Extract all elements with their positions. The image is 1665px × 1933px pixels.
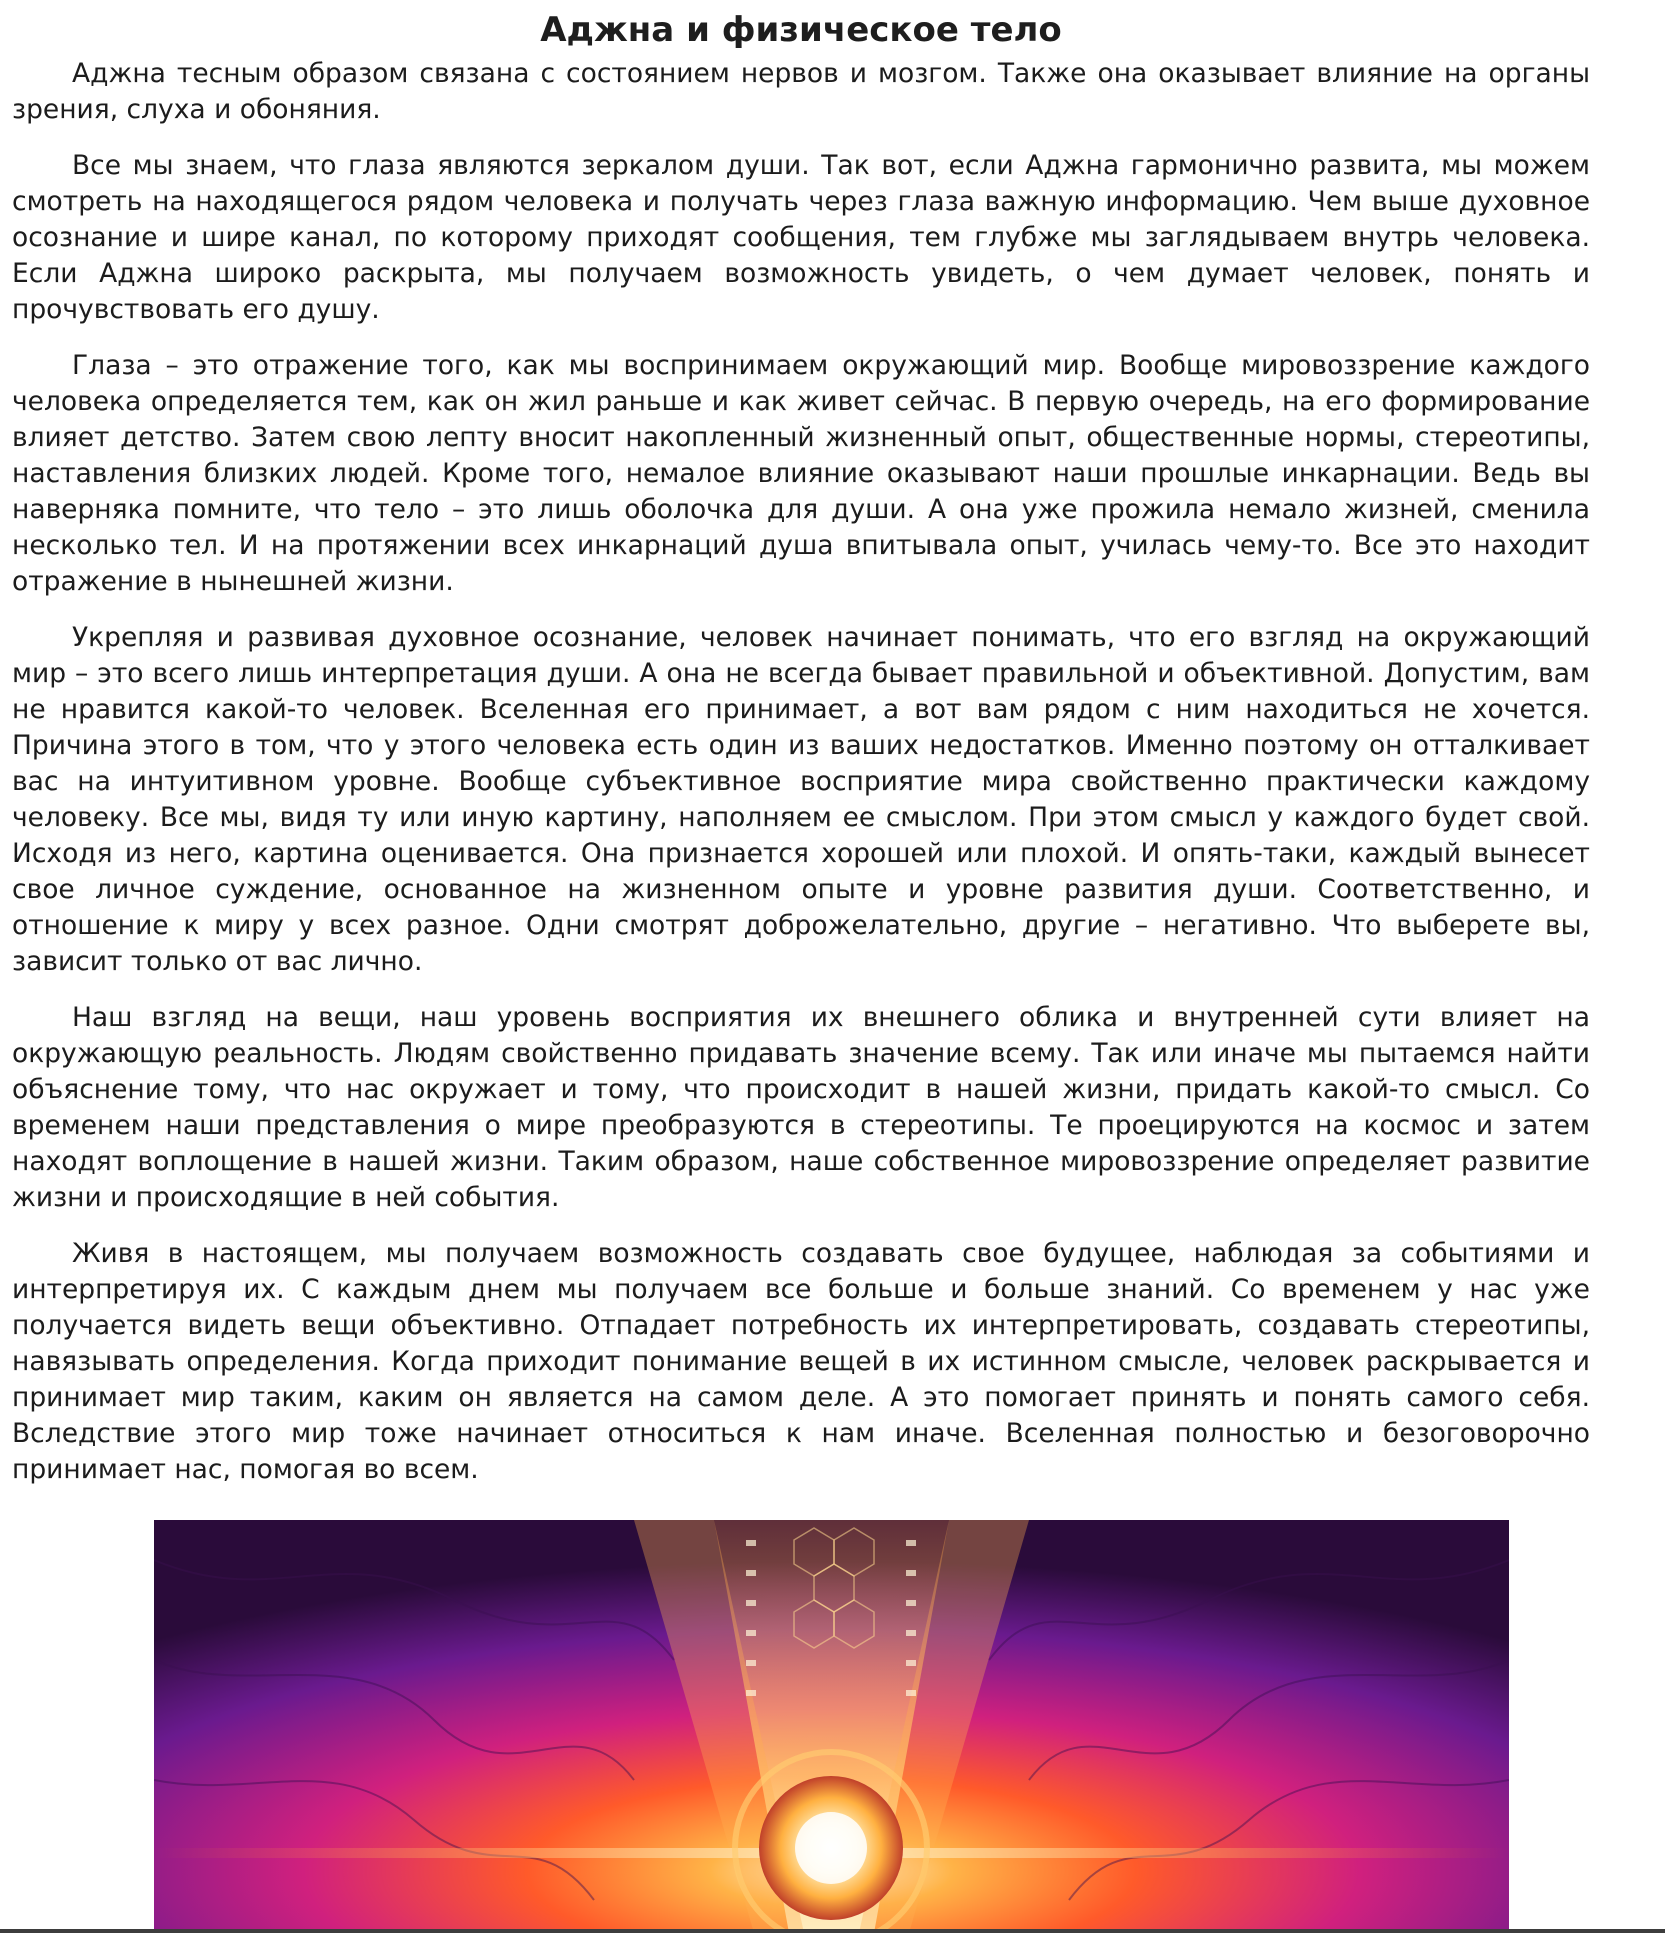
article-paragraph: Наш взгляд на вещи, наш уровень восприятия их внешнего облика и внутренней сути влияет на окружающую реальность. Людям свойственно придавать значение всему. Так или иначе мы пытаемся найти объяснение тому, что нас окружает и тому, что происходит в нашей жизни, придать какой-то смысл. Со временем наши представления о мире преобразуются в стереотипы. Те проецируются на космос и затем находят воплощение в нашей жизни. Таким образом, наше собственное мировоззрение определяет развитие жизни и происходящие в ней события. [12, 1002, 1590, 1213]
article-paragraph: Глаза – это отражение того, как мы воспринимаем окружающий мир. Вообще мировоззрение каждого человека определяется тем, как он жил раньше и как живет сейчас. В первую очередь, на его формирование влияет детство. Затем свою лепту вносит накопленный жизненный опыт, общественные нормы, стереотипы, наставления близких людей. Кроме того, немалое влияние оказывают наши прошлые инкарнации. Ведь вы наверняка помните, что тело – это лишь оболочка для души. А она уже прожила немало жизней, сменила несколько тел. И на протяжении всех инкарнаций душа впитывала опыт, училась чему-то. Все это находит отражение в нынешней жизни. [12, 350, 1590, 597]
chakra-illustration [154, 1520, 1509, 1933]
article-title: Аджна и физическое тело [540, 10, 1062, 50]
article-paragraph: Укрепляя и развивая духовное осознание, человек начинает понимать, что его взгляд на окружающий мир – это всего лишь интерпретация души. А она не всегда бывает правильной и объективной. Допустим, вам не нравится какой-то человек. Вселенная его принимает, а вот вам рядом с ним находиться не хочется. Причина этого в том, что у этого человека есть один из ваших недостатков. Именно поэтому он отталкивает вас на интуитивном уровне. Вообще субъективное восприятие мира свойственно практически каждому человеку. Все мы, видя ту или иную картину, наполняем ее смыслом. При этом смысл у каждого будет свой. Исходя из него, картина оценивается. Она признается хорошей или плохой. И опять-таки, каждый вынесет свое личное суждение, основанное на жизненном опыте и уровне развития души. Соответственно, и отношение к миру у всех разное. Одни смотрят доброжелательно, другие – негативно. Что выберете вы, зависит только от вас лично. [12, 622, 1590, 977]
article-paragraph: Все мы знаем, что глаза являются зеркалом души. Так вот, если Аджна гармонично развита, мы можем смотреть на находящегося рядом человека и получать через глаза важную информацию. Чем выше духовное осознание и шире канал, по которому приходят сообщения, тем глубже мы заглядываем внутрь человека. Если Аджна широко раскрыта, мы получаем возможность увидеть, о чем думает человек, понять и прочувствовать его душу. [12, 150, 1590, 325]
chakra-illustration-graphic [154, 1520, 1509, 1933]
article-paragraph: Живя в настоящем, мы получаем возможность создавать свое будущее, наблюдая за событиями и интерпретируя их. С каждым днем мы получаем все больше и больше знаний. Со временем у нас уже получается видеть вещи объективно. Отпадает потребность их интерпретировать, создавать стереотипы, навязывать определения. Когда приходит понимание вещей в их истинном смысле, человек раскрывается и принимает мир таким, каким он является на самом деле. А это помогает принять и понять самого себя. Вследствие этого мир тоже начинает относиться к нам иначе. Вселенная полностью и безоговорочно принимает нас, помогая во всем. [12, 1238, 1590, 1485]
article [12, 0, 1590, 1508]
article-paragraph: Аджна тесным образом связана с состоянием нервов и мозгом. Также она оказывает влияние на органы зрения, слуха и обоняния. [12, 58, 1590, 125]
bottom-divider [0, 1929, 1665, 1933]
